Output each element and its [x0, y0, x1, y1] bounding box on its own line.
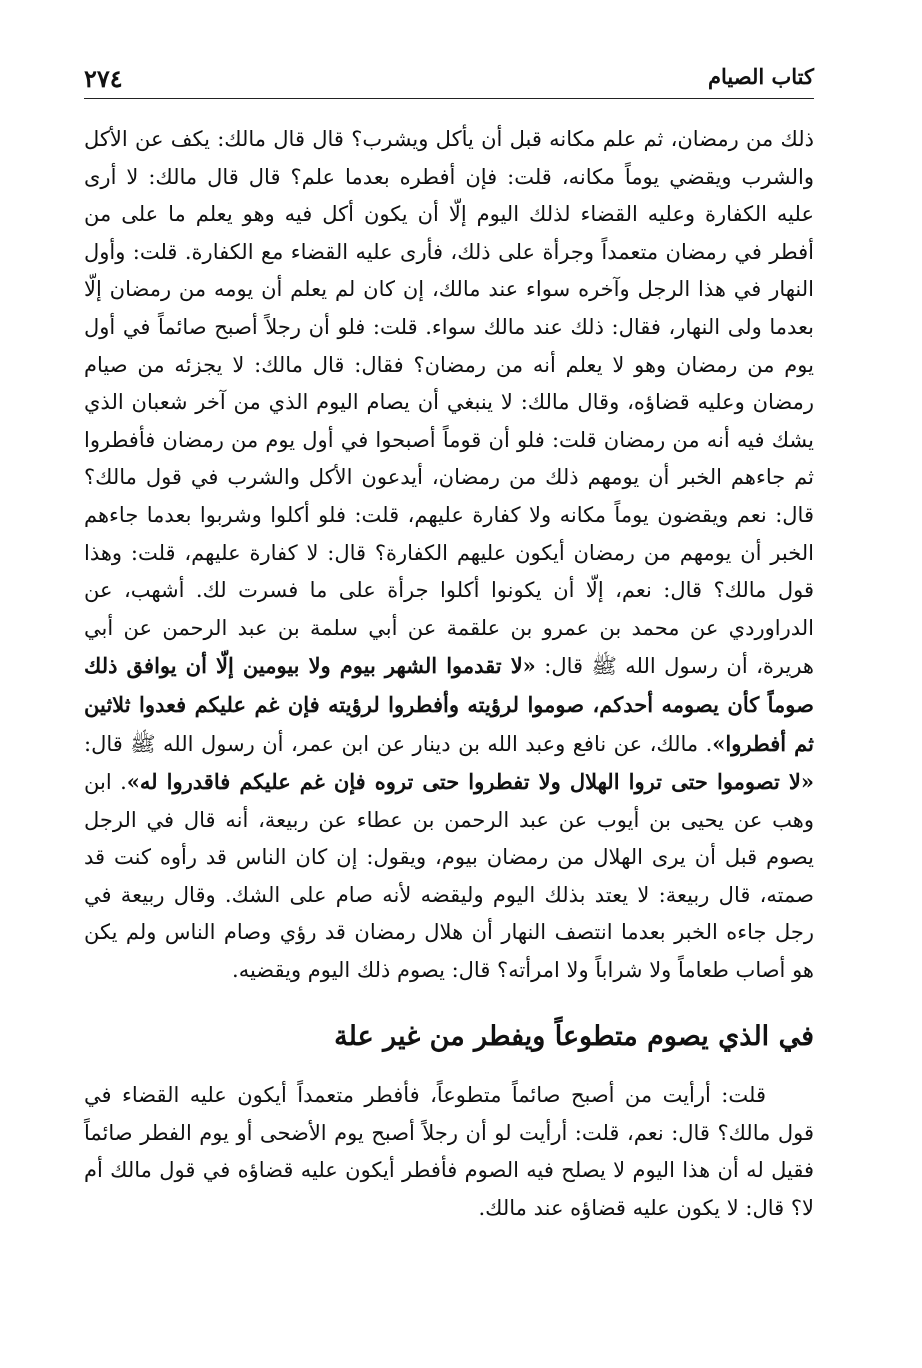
book-title: كتاب الصيام — [708, 64, 814, 89]
hadith-quote: «لا تصوموا حتى تروا الهلال ولا تفطروا حتى تروه فإن غم عليكم فاقدروا له» — [126, 769, 814, 795]
page-header — [84, 58, 814, 99]
book-page — [84, 58, 814, 1228]
page-number: ٢٧٤ — [84, 64, 123, 93]
page-body — [84, 121, 814, 1228]
body-paragraph — [84, 121, 814, 990]
section-heading: في الذي يصوم متطوعاً ويفطر من غير علة — [334, 1020, 814, 1052]
text-segment: . مالك، عن نافع وعبد الله بن دينار عن ابن عمر، أن رسول الله ﷺ قال: — [84, 731, 713, 756]
hadith-quote: «لا تقدموا الشهر بيوم ولا بيومين إلّا أن يوافق ذلك صوماً كأن يصومه أحدكم، صوموا لرؤيته وأفطروا لرؤيته فإن غم عليكم فعدوا ثلاثين ثم أفطروا» — [84, 653, 814, 756]
text-segment: . ابن وهب عن يحيى بن أيوب عن عبد الرحمن بن عطاء عن ربيعة، أنه قال في الرجل يصوم قبل أن يرى الهلال من رمضان بيوم، ويقول: إن كان الناس قد رأوه كنت قد صمته، قال ربيعة: لا يعتد بذلك اليوم وليقضه لأنه صام على الشك. وقال ربيعة في رجل جاءه الخبر بعدما انتصف النهار أن هلال رمضان قد رؤي وصام الناس ولم يكن هو أصاب طعاماً ولا شراباً ولا امرأته؟ قال: يصوم ذلك اليوم ويقضيه. — [84, 770, 814, 983]
section-paragraph: قلت: أرأيت من أصبح صائماً متطوعاً، فأفطر متعمداً أيكون عليه القضاء في قول مالك؟ قال: نعم، قلت: أرأيت لو أن رجلاً أصبح يوم الأضحى أو يوم الفطر صائماً فقيل له أن هذا اليوم لا يصلح فيه الصوم فأفطر أيكون عليه قضاؤه في قول مالك أم لا؟ قال: لا يكون عليه قضاؤه عند مالك. — [84, 1083, 814, 1221]
text-segment: ذلك من رمضان، ثم علم مكانه قبل أن يأكل ويشرب؟ قال قال مالك: يكف عن الأكل والشرب ويقضي يوماً مكانه، قلت: فإن أفطره بعدما علم؟ قال قال مالك: لا أرى عليه الكفارة وعليه القضاء لذلك اليوم إلّا أن يكون أكل فيه وهو يعلم ما على من أفطر في رمضان متعمداً وجرأة على ذلك، فأرى عليه القضاء مع الكفارة. قلت: وأول النهار في هذا الرجل وآخره سواء عند مالك، إن كان لم يعلم أن يومه من رمضان إلّا بعدما ولى النهار، فقال: ذلك عند مالك سواء. قلت: فلو أن رجلاً أصبح صائماً في أول يوم من رمضان وهو لا يعلم أنه من رمضان؟ فقال: قال مالك: لا يجزئه من صيام رمضان وعليه قضاؤه، وقال مالك: لا ينبغي أن يصام اليوم الذي من آخر شعبان الذي يشك فيه أنه من رمضان قلت: فلو أن قوماً أصبحوا في أول يوم من رمضان فأفطروا ثم جاءهم الخبر أن يومهم ذلك من رمضان، أيدعون الأكل والشرب في قول مالك؟ قال: نعم ويقضون يوماً مكانه ولا كفارة عليهم، قلت: فلو أكلوا وشربوا بعدما جاءهم الخبر أن يومهم من رمضان أيكون عليهم الكفارة؟ قال: لا كفارة عليهم، قلت: وهذا قول مالك؟ قال: نعم، إلّا أن يكونوا أكلوا جرأة على ما فسرت لك. أشهب، عن الدراوردي عن محمد بن عمرو بن علقمة عن أبي سلمة بن عبد الرحمن عن أبي هريرة، أن رسول الله ﷺ قال: — [84, 127, 814, 679]
